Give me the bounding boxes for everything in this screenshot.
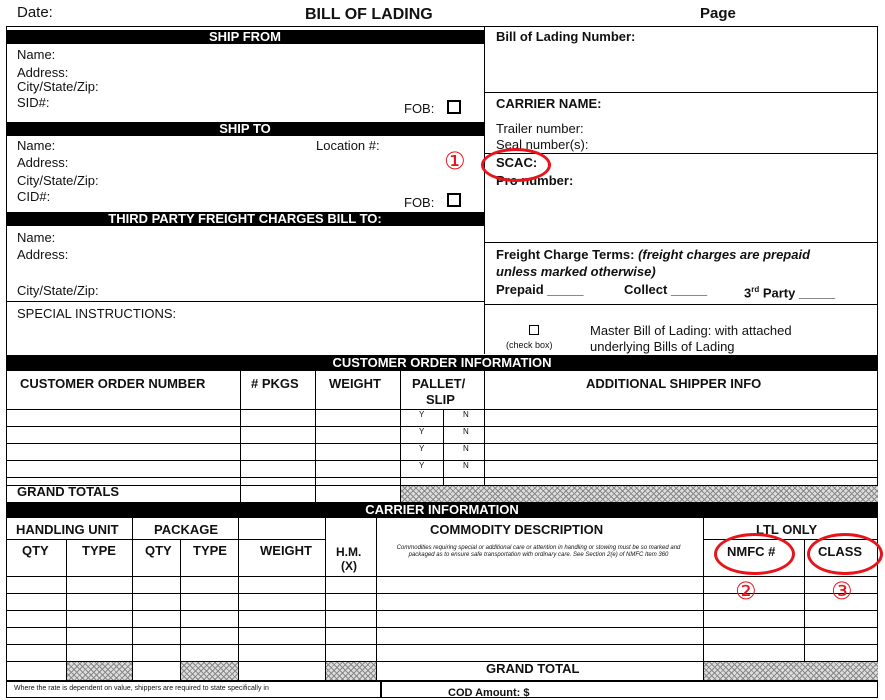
annotation-two: ②	[735, 577, 757, 605]
page-label: Page	[700, 5, 736, 22]
col-hu-type: TYPE	[82, 543, 116, 558]
ship-to-name: Name:	[17, 138, 56, 153]
seal-number-label: Seal number(s):	[496, 137, 589, 152]
col-handling-unit: HANDLING UNIT	[16, 522, 119, 537]
ci-vline-6	[376, 518, 377, 680]
grand-total-label: GRAND TOTAL	[486, 661, 580, 676]
special-instructions: SPECIAL INSTRUCTIONS:	[17, 306, 177, 321]
carrier-name-label: CARRIER NAME:	[496, 96, 602, 111]
divider-freight	[484, 242, 878, 243]
ship-to-fob-checkbox[interactable]	[447, 193, 461, 207]
ship-to-cid: CID#:	[17, 189, 51, 204]
ship-to-fob: FOB:	[404, 195, 435, 210]
col-commodity: COMMODITY DESCRIPTION	[430, 522, 604, 537]
cod-amount: COD Amount: $	[448, 687, 530, 699]
yn-n-4[interactable]: N	[463, 461, 469, 470]
third-party-field[interactable]: 3rd Party _____	[744, 285, 836, 301]
col-customer-order-number: CUSTOMER ORDER NUMBER	[20, 376, 206, 391]
yn-n-3[interactable]: N	[463, 444, 469, 453]
nmfc-highlight-circle	[714, 533, 795, 575]
col-pkgs: # PKGS	[251, 376, 299, 391]
footer-divider	[380, 682, 382, 698]
third-party-heading: THIRD PARTY FREIGHT CHARGES BILL TO:	[6, 212, 484, 226]
ci-vline-7	[703, 518, 704, 680]
ci-vline-2	[132, 518, 133, 680]
col-package: PACKAGE	[154, 522, 219, 537]
ship-from-sid: SID#:	[17, 95, 50, 110]
ship-to-city: City/State/Zip:	[17, 173, 99, 188]
ci-vline-4	[238, 518, 239, 680]
ship-to-address: Address:	[17, 155, 69, 170]
class-highlight-circle	[807, 533, 883, 575]
third-party-city: City/State/Zip:	[17, 283, 99, 298]
ship-from-city: City/State/Zip:	[17, 79, 99, 94]
col-slip: SLIP	[426, 392, 455, 407]
annotation-three: ③	[831, 577, 853, 605]
divider-master	[484, 304, 878, 305]
master-bol-checkbox[interactable]	[529, 325, 539, 335]
master-bol-line1: Master Bill of Lading: with attached	[590, 323, 792, 338]
col-pallet: PALLET/	[412, 376, 466, 391]
master-bol-line2: underlying Bills of Lading	[590, 339, 735, 354]
ci-row-3	[6, 627, 878, 628]
co-row-line-3	[6, 460, 878, 461]
freight-terms-label	[496, 248, 810, 262]
ci-row-6	[6, 680, 878, 682]
col-class: CLASS	[818, 544, 863, 559]
col-hm-x: (X)	[341, 559, 357, 573]
third-party-name: Name:	[17, 230, 56, 245]
commodity-note: Commodities requiring special or additional care or attention in handling or stowing must be so marked and packaged as to ensure safe transportation with ordinary care. See Section 2(e) of NMFC Item 360	[396, 545, 681, 558]
yn-n-1[interactable]: N	[463, 410, 469, 419]
ci-vline-1	[66, 539, 67, 680]
prepaid-field[interactable]: Prepaid _____	[496, 282, 584, 297]
grand-totals-label: GRAND TOTALS	[17, 484, 120, 499]
divider-carrier	[484, 92, 878, 93]
co-row-line-2	[6, 443, 878, 444]
ship-to-heading: SHIP TO	[6, 122, 484, 136]
date-label: Date:	[17, 4, 53, 21]
ci-hatch-hm	[326, 662, 376, 680]
divider-special	[6, 301, 484, 302]
col-additional-info: ADDITIONAL SHIPPER INFO	[586, 376, 762, 391]
freight-terms-italic2: unless marked otherwise)	[496, 264, 656, 279]
footer-left-text: Where the rate is dependent on value, shippers are required to state specifically in	[14, 685, 269, 692]
yn-y-2[interactable]: Y	[419, 427, 425, 436]
ship-from-fob: FOB:	[404, 101, 435, 116]
page-title: BILL OF LADING	[305, 6, 433, 23]
scac-label: SCAC:	[496, 155, 538, 170]
co-row-line-1	[6, 426, 878, 427]
ci-hatch-pkg-type	[181, 662, 238, 680]
yn-y-1[interactable]: Y	[419, 410, 425, 419]
co-vline-3	[400, 371, 401, 502]
ship-from-address: Address:	[17, 65, 69, 80]
yn-y-3[interactable]: Y	[419, 444, 425, 453]
col-hm: H.M.	[336, 545, 362, 559]
ci-subhead-left	[6, 539, 325, 540]
scac-highlight-circle	[481, 148, 551, 182]
ship-from-heading: SHIP FROM	[6, 30, 484, 44]
co-vline-5	[484, 371, 485, 502]
col-nmfc: NMFC #	[727, 544, 776, 559]
third-party-address: Address:	[17, 247, 69, 262]
ci-hatch-hu-type	[67, 662, 132, 680]
check-box-label: (check box)	[506, 340, 553, 350]
freight-terms-bold: Freight Charge Terms:	[496, 247, 635, 262]
annotation-one: ①	[444, 147, 466, 175]
ship-to-location: Location #:	[316, 138, 380, 153]
bol-number-label: Bill of Lading Number:	[496, 29, 636, 44]
ci-vline-3	[180, 539, 181, 680]
customer-order-heading: CUSTOMER ORDER INFORMATION	[6, 355, 878, 371]
carrier-info-heading: CARRIER INFORMATION	[6, 502, 878, 518]
col-hu-qty: QTY	[22, 543, 49, 558]
col-pkg-qty: QTY	[145, 543, 172, 558]
co-vline-1	[240, 371, 241, 502]
co-row-line-0	[6, 409, 878, 410]
pro-number-label: Pro number:	[496, 173, 574, 188]
ship-from-name: Name:	[17, 47, 56, 62]
freight-terms-italic: (freight charges are prepaid	[638, 247, 811, 262]
col-pkg-type: TYPE	[193, 543, 227, 558]
col-ltl-only: LTL ONLY	[756, 522, 818, 537]
ci-vline-8	[804, 539, 805, 680]
ci-vline-5	[325, 518, 326, 680]
collect-field[interactable]: Collect _____	[624, 282, 708, 297]
yn-y-4[interactable]: Y	[419, 461, 425, 470]
col-weight: WEIGHT	[329, 376, 381, 391]
co-row-line-4	[6, 477, 878, 478]
col-weight-ci: WEIGHT	[260, 543, 312, 558]
ship-from-fob-checkbox[interactable]	[447, 100, 461, 114]
ci-hatch-ltl	[704, 662, 878, 680]
co-vline-4	[443, 409, 444, 485]
co-vline-2	[315, 371, 316, 502]
yn-n-2[interactable]: N	[463, 427, 469, 436]
ci-row-2	[6, 610, 878, 611]
trailer-number-label: Trailer number:	[496, 121, 584, 136]
ci-row-4	[6, 644, 878, 645]
grand-totals-hatch	[401, 486, 878, 502]
